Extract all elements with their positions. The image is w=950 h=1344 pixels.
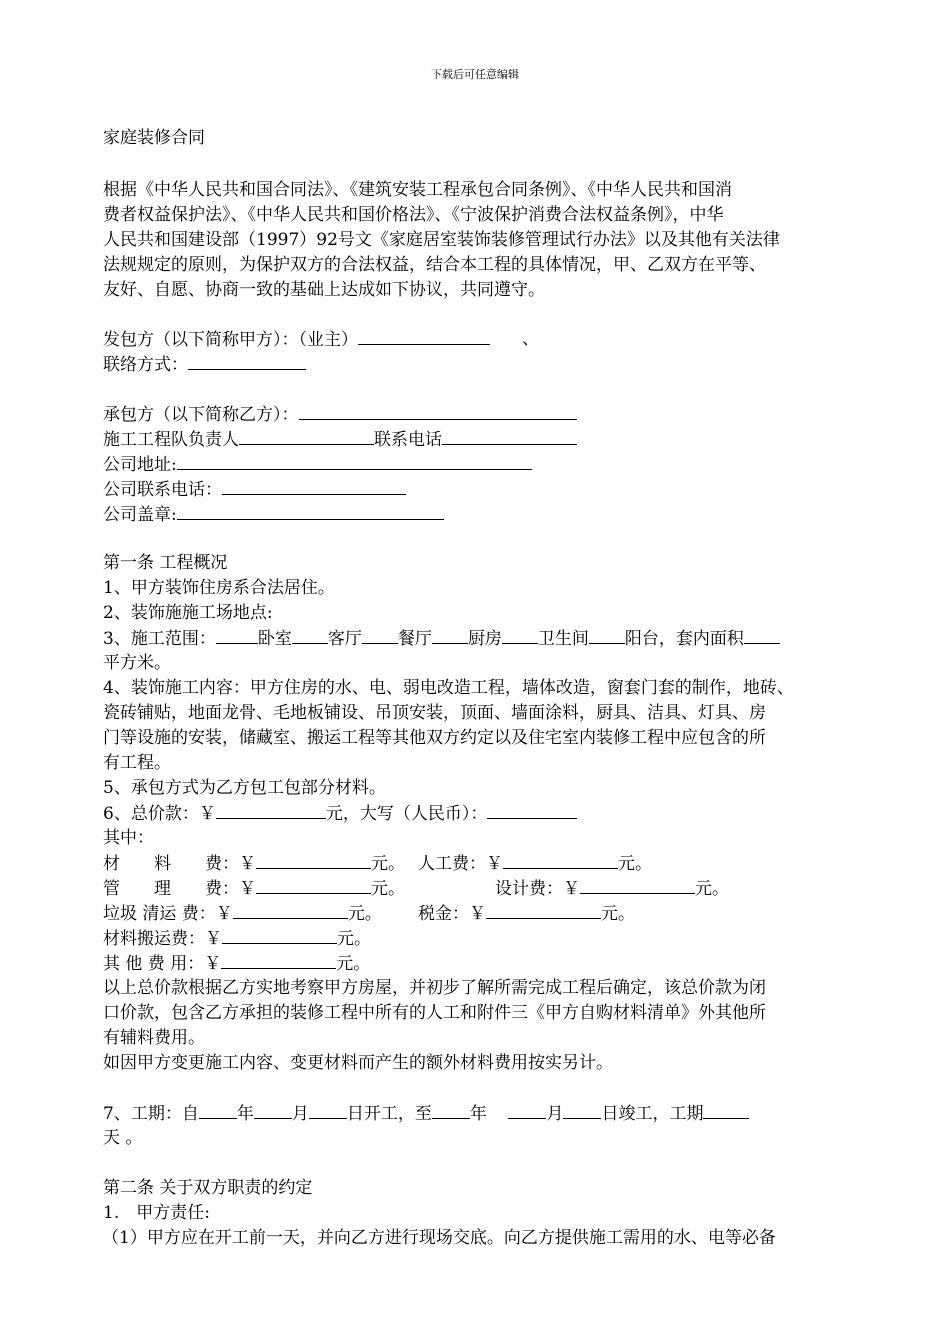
room-label: 厨房 — [467, 629, 502, 649]
article-1-item-4: 有工程。 — [103, 753, 171, 773]
yuan-label: 元。 — [371, 854, 405, 874]
garbage-fee-label: 垃圾 清运 费：￥ — [103, 904, 233, 924]
material-fee-blank[interactable] — [256, 851, 371, 869]
fee-line-other — [103, 951, 370, 976]
year-label: 年 — [236, 1104, 254, 1124]
tax-label: 税金：￥ — [418, 904, 486, 924]
fee-line-design — [495, 876, 729, 901]
address-line — [103, 452, 532, 477]
labor-fee-blank[interactable] — [503, 851, 618, 869]
area-blank[interactable] — [744, 626, 780, 644]
fee-line-tax — [418, 901, 635, 926]
document-title: 家庭装修合同 — [103, 128, 205, 148]
seal-label: 公司盖章: — [103, 505, 177, 525]
room-label: 客厅 — [327, 629, 362, 649]
article-1-item-4: 门等设施的安装，储藏室、搬运工程等其他双方约定以及住宅室内装修工程中应包含的所 — [103, 728, 766, 748]
article-1-item-1: 1、甲方装饰住房系合法居住。 — [103, 578, 335, 598]
room-label: 餐厅 — [397, 629, 432, 649]
total-note-line: 有辅料费用。 — [103, 1028, 205, 1048]
party-a-line — [103, 327, 490, 352]
yuan-label: 元。 — [695, 879, 729, 899]
yuan-label: 元。 — [336, 954, 371, 974]
bedroom-blank[interactable] — [216, 626, 258, 644]
living-room-blank[interactable] — [292, 626, 328, 644]
tax-blank[interactable] — [486, 901, 601, 919]
start-day-blank[interactable] — [309, 1101, 347, 1119]
transport-fee-label: 材料搬运费：￥ — [103, 929, 222, 949]
leader-line — [103, 427, 577, 452]
month-label: 月 — [291, 1104, 309, 1124]
total-price-words-label: 元，大写（人民币）： — [325, 804, 488, 824]
total-price-words-blank[interactable] — [487, 801, 577, 819]
transport-fee-blank[interactable] — [222, 926, 337, 944]
material-fee-label: 材 料 费：￥ — [103, 854, 256, 874]
year-label: 年 — [469, 1104, 487, 1124]
company-phone-label: 公司联系电话： — [103, 480, 222, 500]
bathroom-blank[interactable] — [502, 626, 538, 644]
item-3-prefix: 3、施工范围： — [103, 629, 216, 649]
fee-line-manage — [103, 876, 405, 901]
article-2-item-1-1: （1）甲方应在开工前一天，并向乙方进行现场交底。向乙方提供施工需用的水、电等必备 — [102, 1228, 776, 1248]
party-a-blank[interactable] — [358, 327, 490, 345]
manage-fee-label: 管 理 费：￥ — [103, 879, 256, 899]
contact-line — [103, 352, 306, 377]
seal-line — [103, 502, 444, 527]
design-fee-label: 设计费：￥ — [495, 879, 580, 899]
article-1-item-3 — [103, 626, 780, 651]
yuan-label: 元。 — [347, 904, 382, 924]
start-label: 日开工，至 — [346, 1104, 432, 1124]
end-year-blank[interactable] — [432, 1101, 470, 1119]
change-note: 如因甲方变更施工内容、变更材料而产生的额外材料费用按实另计。 — [103, 1053, 613, 1073]
article-1-item-4: 瓷砖铺贴，地面龙骨、毛地板铺设、吊顶安装，顶面、墙面涂料，厨具、洁具、灯具、房 — [103, 703, 766, 723]
garbage-fee-blank[interactable] — [233, 901, 348, 919]
balcony-blank[interactable] — [589, 626, 625, 644]
yuan-label: 元。 — [371, 879, 405, 899]
labor-fee-label: 人工费：￥ — [418, 854, 503, 874]
start-year-blank[interactable] — [199, 1101, 237, 1119]
phone-label: 联系电话 — [374, 430, 442, 450]
address-blank[interactable] — [177, 452, 532, 470]
item-3-suffix: 平方米。 — [103, 653, 171, 673]
room-label: 卧室 — [257, 629, 292, 649]
other-fee-label: 其 他 费 用：￥ — [103, 954, 222, 974]
room-label: 阳台，套内面积 — [624, 629, 744, 649]
company-phone-line — [103, 477, 406, 502]
preamble-line: 人民共和国建设部（1997）92号文《家庭居室装饰装修管理试行办法》以及其他有关法律 — [103, 230, 780, 250]
article-1-item-7 — [103, 1101, 749, 1126]
fee-line-garbage — [103, 901, 382, 926]
company-phone-blank[interactable] — [222, 477, 406, 495]
party-a-label: 发包方（以下简称甲方）：（业主） — [103, 330, 358, 350]
yuan-label: 元。 — [337, 929, 371, 949]
article-1-item-6 — [103, 801, 577, 826]
article-2-item-1: 1. 甲方责任: — [103, 1203, 210, 1223]
fee-line-material — [103, 851, 405, 876]
contact-blank[interactable] — [188, 352, 306, 370]
seal-blank[interactable] — [177, 502, 444, 520]
preamble-line: 费者权益保护法》、《中华人民共和国价格法》、《宁波保护消费合法权益条例》，中华 — [103, 205, 724, 225]
party-b-blank[interactable] — [299, 402, 577, 420]
phone-blank[interactable] — [442, 427, 577, 445]
design-fee-blank[interactable] — [580, 876, 695, 894]
total-note-line: 口价款，包含乙方承担的装修工程中所有的人工和附件三《甲方自购材料清单》外其他所 — [103, 1003, 766, 1023]
preamble-line: 友好、自愿、协商一致的基础上达成如下协议，共同遵守。 — [103, 280, 545, 300]
manage-fee-blank[interactable] — [256, 876, 371, 894]
article-1-item-2: 2、装饰施施工场地点: — [103, 603, 273, 623]
room-label: 卫生间 — [537, 629, 589, 649]
fee-line-transport — [103, 926, 371, 951]
schedule-label: 7、工期：自 — [103, 1104, 199, 1124]
month-label: 月 — [546, 1104, 564, 1124]
article-1-item-4: 4、装饰施工内容：甲方住房的水、电、弱电改造工程，墙体改造，窗套门套的制作，地砖、 — [103, 678, 794, 698]
fee-line-labor — [418, 851, 652, 876]
address-label: 公司地址: — [103, 455, 177, 475]
end-day-blank[interactable] — [563, 1101, 601, 1119]
days-label: 天 。 — [103, 1128, 143, 1148]
duration-blank[interactable] — [703, 1101, 749, 1119]
among-label: 其中： — [103, 828, 154, 848]
total-note-line: 以上总价款根据乙方实地考察甲方房屋，并初步了解所需完成工程后确定，该总价款为闭 — [103, 978, 766, 998]
party-b-line — [103, 402, 577, 427]
end-label: 日竣工，工期 — [601, 1104, 704, 1124]
article-2-title: 第二条 关于双方职责的约定 — [103, 1178, 313, 1198]
kitchen-blank[interactable] — [432, 626, 468, 644]
preamble-line: 法规规定的原则，为保护双方的合法权益，结合本工程的具体情况，甲、乙双方在平等、 — [103, 255, 766, 275]
leader-label: 施工工程队负责人 — [103, 430, 239, 450]
article-1-title: 第一条 工程概况 — [103, 553, 228, 573]
total-price-blank[interactable] — [216, 801, 326, 819]
contact-label: 联络方式： — [103, 355, 188, 375]
party-b-label: 承包方（以下简称乙方）： — [103, 405, 299, 425]
other-fee-blank[interactable] — [221, 951, 336, 969]
dining-room-blank[interactable] — [362, 626, 398, 644]
page-header: 下载后可任意编辑 — [431, 68, 519, 81]
party-a-separator: 、 — [522, 329, 539, 349]
article-1-item-5: 5、承包方式为乙方包工包部分材料。 — [103, 778, 386, 798]
total-price-label: 6、总价款：￥ — [103, 804, 216, 824]
leader-blank[interactable] — [239, 427, 374, 445]
preamble-line: 根据《中华人民共和国合同法》、《建筑安装工程承包合同条例》、《中华人民共和国消 — [103, 180, 732, 200]
yuan-label: 元。 — [601, 904, 635, 924]
yuan-label: 元。 — [618, 854, 652, 874]
start-month-blank[interactable] — [254, 1101, 292, 1119]
end-month-blank[interactable] — [508, 1101, 546, 1119]
